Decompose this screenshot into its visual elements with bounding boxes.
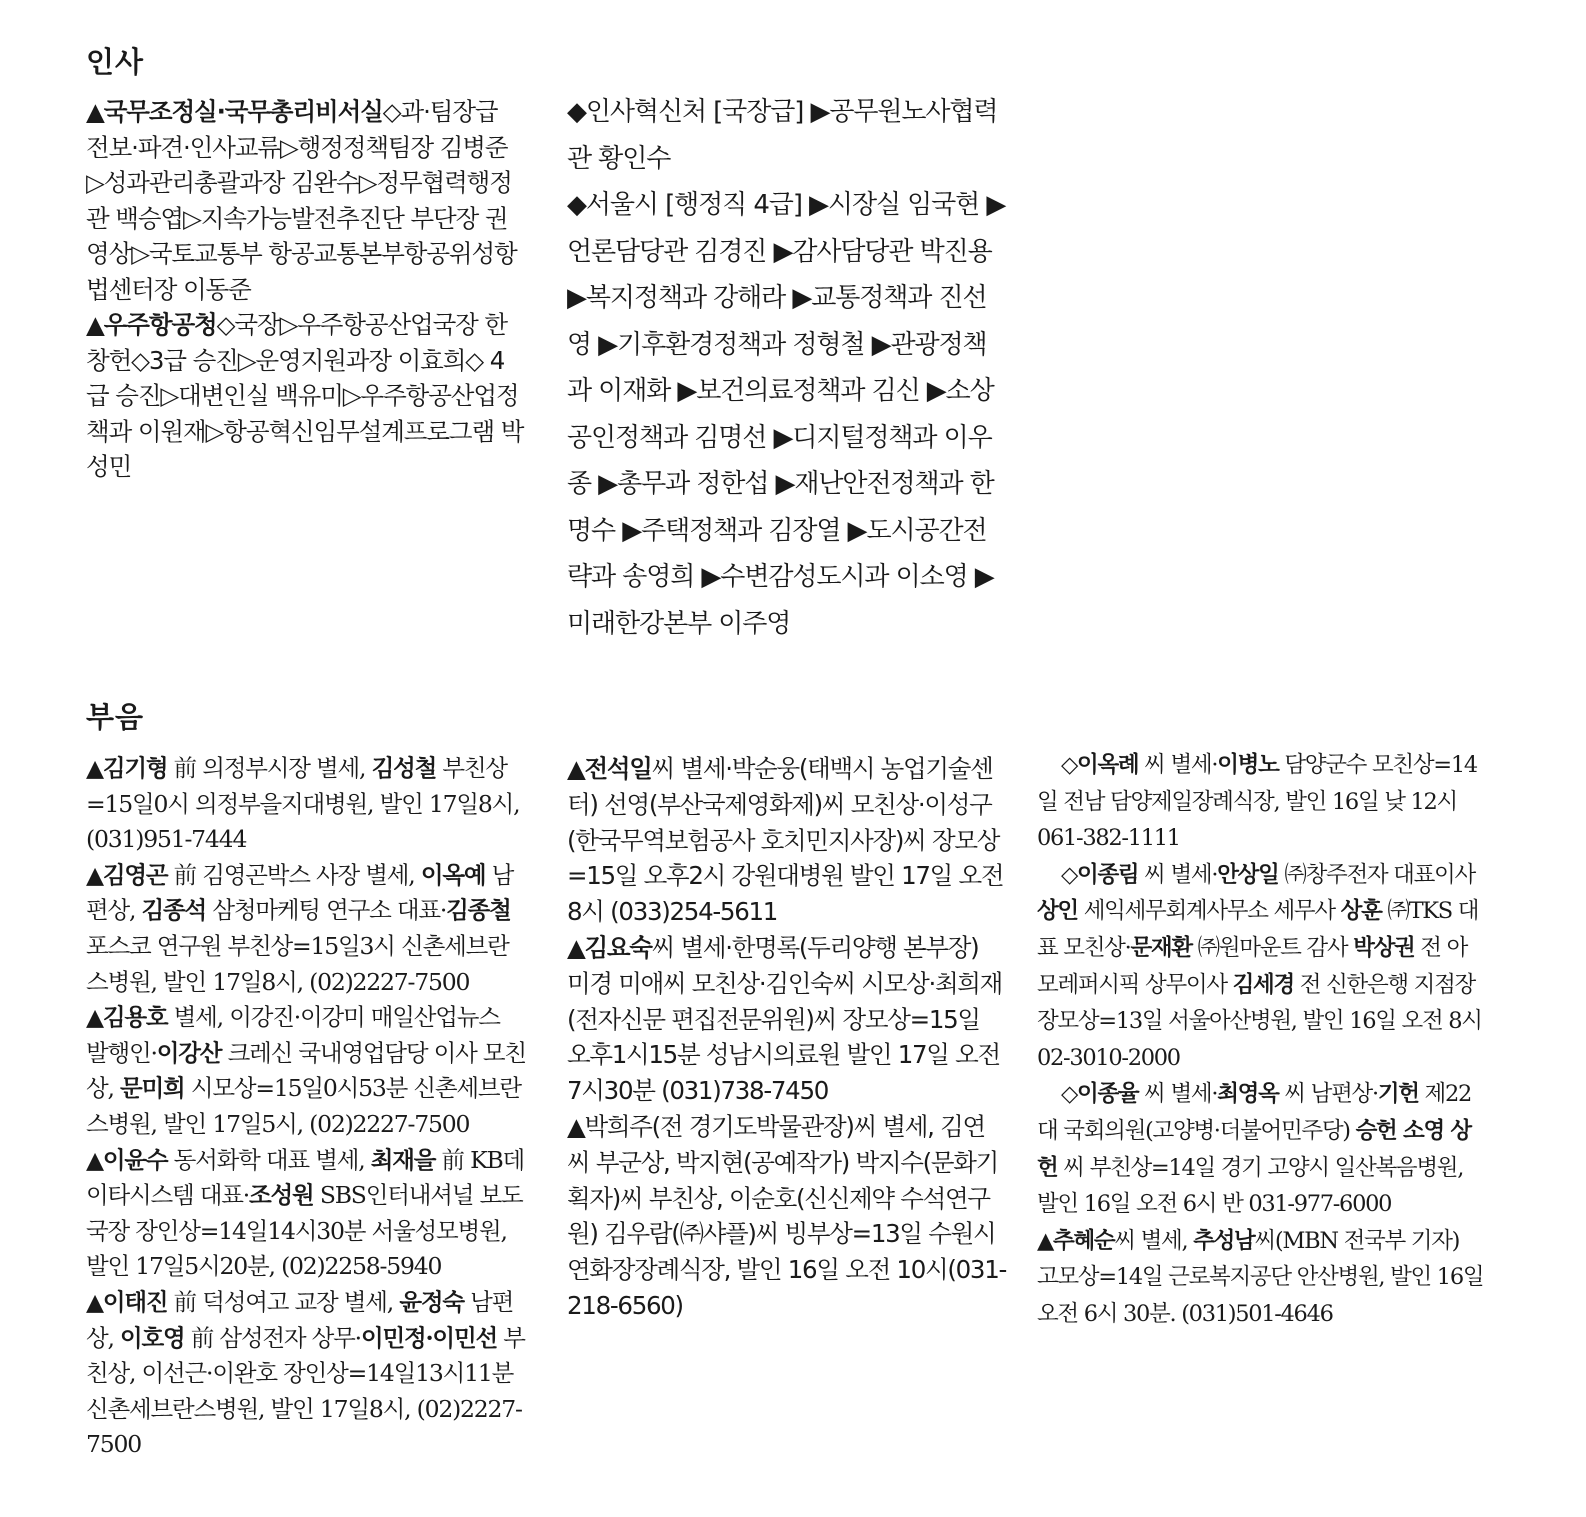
entry-name: 이종율 [1077, 1081, 1139, 1108]
entry-name: 최영옥 [1217, 1081, 1279, 1108]
entry-name: 추성남 [1193, 1227, 1255, 1254]
bueum-section-title: 부음 [86, 700, 145, 734]
entry-text: ◇과·팀장급 전보·파견·인사교류▷행정정책팀장 김병준 ▷성과관리총괄과장 김완수▷정무협력행정관 백승엽▷지속가능발전추진단 부단장 권영상▷국토교통부 항공교통본부항공위성항법센터장 이동준 [86, 97, 517, 304]
entry-name: ▲전석일 [567, 754, 652, 783]
entry-name: 조성원 [249, 1181, 314, 1210]
entry-text: 씨 남편상· [1278, 1081, 1378, 1108]
entry-name: ▲국무조정실·국무총리비서실 [86, 97, 383, 126]
entry-text: 담양군수 모친상=14일 전남 담양제일장례식장, 발인 16일 낮 12시 061-382-1111 [1037, 752, 1477, 852]
entry-text: 씨(MBN 전국부 기자) 고모상=14일 근로복지공단 안산병원, 발인 16일 오전 6시 30분. (031)501-4646 [1037, 1227, 1484, 1327]
entry-item [86, 307, 524, 485]
entry-item: ◆서울시 [행정직 4급] ▶시장실 임국현 ▶언론담당관 김경진 ▶감사담당관 박진용 ▶복지정책과 강해라 ▶교통정책과 진선영 ▶기후환경정책과 정형철 ▶관광정책과 이재화 ▶보건의료정책과 김신 ▶소상공인정책과 김명선 ▶디지털정책과 이우종 ▶총무과 정한섭 ▶재난안전정책과 한명수 ▶주택정책과 김장열 ▶도시공간전략과 송영희 ▶수변감성도시과 이소영 ▶미래한강본부 이주영 [567, 190, 1006, 639]
entry-item [86, 858, 526, 1000]
entry-text: 포스코 연구원 부친상=15일3시 신촌세브란스병원, 발인 17일8시, (02)2227-7500 [86, 931, 509, 996]
entry-name: ▲김영곤 [86, 860, 168, 889]
insa-right-column [567, 89, 1007, 647]
entry-text: ㈜TKS 대표 모친상· [1037, 898, 1479, 961]
entry-item [567, 751, 1007, 930]
entry-text: 삼청마케팅 연구소 대표· [206, 896, 447, 925]
entry-name: 이옥례 [1077, 752, 1139, 778]
bueum-column-3 [1037, 747, 1485, 1333]
bueum-column-2 [567, 751, 1007, 1324]
entry-text: 전 아모레퍼시픽 상무이사 [1037, 934, 1468, 998]
entry-text: 前 삼성전자 상무· [184, 1323, 361, 1352]
entry-name: 박상권 [1353, 934, 1415, 961]
entry-text: 부친상=15일0시 의정부을지대병원, 발인 17일8시, (031)951-7444 [86, 754, 520, 854]
entry-item [567, 1109, 1007, 1324]
entry-text: 크레신 국내영업담당 이사 모친상, [86, 1038, 526, 1103]
entry-item [1037, 1223, 1485, 1333]
entry-item [86, 751, 526, 858]
entry-text: 前 의정부시장 별세, [167, 754, 372, 782]
entry-name: ▲김용호 [86, 1003, 168, 1032]
entry-name: 이호영 [120, 1323, 185, 1352]
entry-text: 세익세무회계사무소 세무사 [1077, 898, 1341, 925]
entry-item [86, 1000, 526, 1142]
entry-text: 前 김영곤박스 사장 별세, [167, 860, 421, 889]
entry-name: 윤정숙 [399, 1287, 464, 1316]
entry-name: 이민정·이민선 [360, 1323, 497, 1352]
entry-name: 김종석 [141, 896, 207, 925]
entry-text: 전 신한은행 지점장 장모상=13일 서울아산병원, 발인 16일 오전 8시 02-3010-2000 [1037, 971, 1482, 1071]
entry-text: 제22대 국회의원(고양병·더불어민주당) [1037, 1081, 1472, 1144]
insa-section-title: 인사 [86, 45, 145, 79]
entry-name: 김성철 [371, 754, 437, 782]
entry-text: ▲박희주(전 경기도박물관장)씨 별세, 김연씨 부군상, 박지현(공예작가) 박지수(문화기획자)씨 부친상, 이순호(신신제약 수석연구원) 김우람(㈜샤플)씨 빙부상=13일 수원시연화장장례식장, 발인 16일 오전 10시(031-218-6560) [567, 1111, 1007, 1320]
entry-text: 동서화학 대표 별세, [167, 1145, 371, 1174]
entry-name: ▲김기형 [86, 754, 168, 782]
entry-item [1037, 747, 1485, 857]
entry-item [86, 94, 524, 307]
entry-item [86, 1285, 526, 1463]
entry-name: ▲김요숙 [567, 932, 652, 962]
entry-text: 前 KB데이타시스템 대표· [86, 1145, 525, 1210]
entry-name: 기헌 [1377, 1081, 1419, 1108]
entry-item [1037, 857, 1485, 1077]
entry-text: ㈜원마운트 감사 [1191, 934, 1354, 961]
entry-name: 안상일 [1217, 861, 1279, 888]
entry-name: 이강산 [156, 1038, 222, 1067]
entry-text: ◇ [1061, 861, 1078, 888]
entry-text: 남편상, [86, 1287, 514, 1352]
entry-text: SBS인터내셔널 보도국장 장인상=14일14시30분 서울성모병원, 발인 17일5시20분, (02)2258-5940 [86, 1181, 523, 1281]
entry-name: ▲이태진 [86, 1287, 168, 1316]
entry-text: 씨 별세, [1114, 1227, 1194, 1254]
entry-name: 김종철 [446, 896, 511, 925]
entry-name: 상인 [1037, 898, 1078, 925]
entry-text: 별세, 이강진·이강미 매일산업뉴스 발행인· [86, 1003, 500, 1067]
entry-text: 씨 별세· [1138, 1081, 1218, 1108]
entry-text: 씨 별세·한명록(두리양행 본부장) 미경 미애씨 모친상·김인숙씨 시모상·최희재(전자신문 편집전문위원)씨 장모상=15일 오후1시15분 성남시의료원 발인 17일 오전7시30분 (031)738-7450 [567, 932, 1003, 1106]
entry-text: 부친상, 이선근·이완호 장인상=14일13시11분 신촌세브란스병원, 발인 17일8시, (02)2227-7500 [86, 1323, 525, 1459]
entry-text: ◇국장▷우주항공산업국장 한창헌◇3급 승진▷운영지원과장 이효희◇ 4급 승진▷대변인실 백유미▷우주항공산업정책과 이원재▷항공혁신임무설계프로그램 박성민 [86, 310, 524, 481]
entry-name: 문재환 [1130, 934, 1192, 961]
entry-text: ◇ [1061, 752, 1078, 778]
entry-name: 김세경 [1232, 971, 1294, 998]
entry-name: ▲이윤수 [86, 1145, 168, 1174]
entry-text: 시모상=15일0시53분 신촌세브란스병원, 발인 17일5시, (02)2227-7500 [86, 1074, 521, 1138]
entry-name: 이옥예 [420, 860, 486, 889]
entry-item: ◆인사혁신처 [국장급] ▶공무원노사협력관 황인수 [567, 97, 998, 174]
insa-left-column [86, 94, 524, 485]
entry-text: ㈜창주전자 대표이사 [1278, 861, 1475, 888]
entry-text: 씨 별세·박순웅(태백시 농업기술센터) 선영(부산국제영화제)씨 모친상·이성구(한국무역보험공사 호치민지사장)씨 장모상=15일 오후2시 강원대병원 발인 17일 오전8시 (033)254-5611 [567, 754, 1004, 927]
entry-text: 씨 부친상=14일 경기 고양시 일산복음병원, 발인 16일 오전 6시 반 031-977-6000 [1037, 1154, 1464, 1218]
entry-item [1037, 1076, 1485, 1222]
entry-text: 씨 별세· [1138, 752, 1218, 778]
entry-name: 이병노 [1217, 752, 1279, 778]
entry-name: ▲추혜순 [1037, 1227, 1115, 1254]
entry-item [86, 1143, 526, 1285]
entry-name: 승헌 소영 상헌 [1037, 1117, 1471, 1181]
entry-item [567, 930, 1007, 1109]
entry-text: ◇ [1061, 1081, 1078, 1108]
entry-name: 상훈 [1340, 898, 1382, 925]
entry-text: 씨 별세· [1138, 861, 1218, 888]
entry-name: 최재을 [370, 1145, 436, 1174]
entry-name: 문미희 [120, 1074, 185, 1103]
entry-text: 남편상, [86, 860, 514, 925]
bueum-column-1 [86, 751, 526, 1463]
entry-name: ▲우주항공청 [86, 310, 217, 339]
entry-name: 이종림 [1077, 861, 1139, 888]
entry-text: 前 덕성여고 교장 별세, [167, 1287, 400, 1316]
